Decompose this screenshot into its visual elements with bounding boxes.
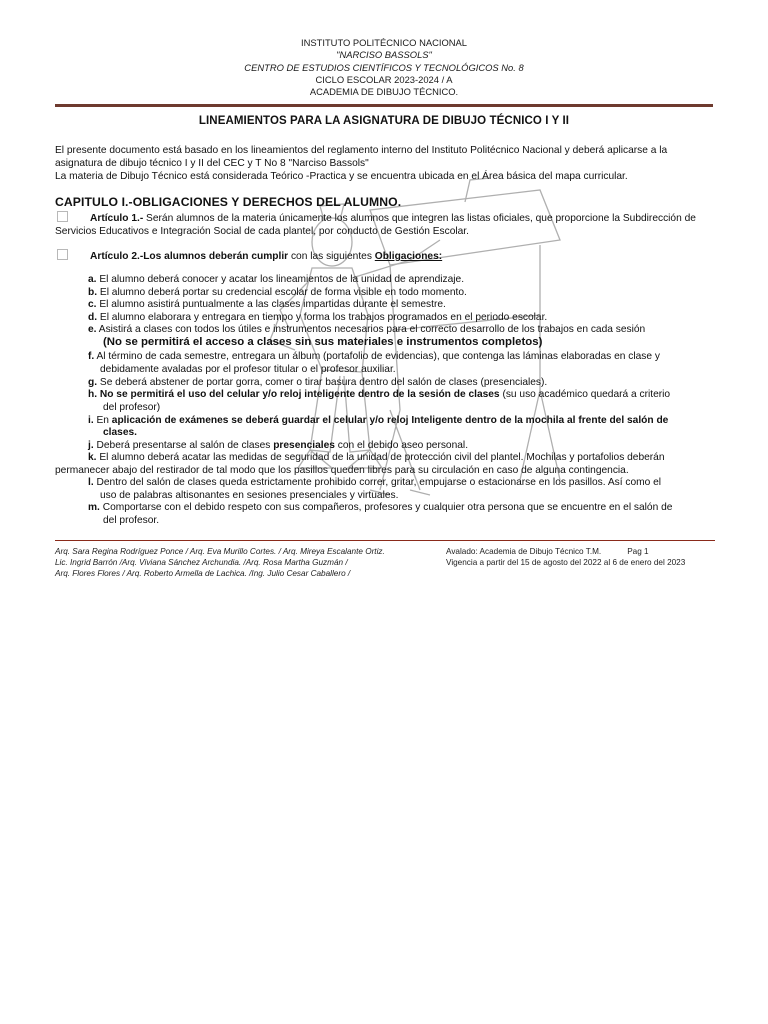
list-item-m: m. Comportarse con el debido respeto con sus compañeros, profesores y cualquier otra persona que se encuentre en el salón de del profesor. [88, 502, 673, 526]
institution-header [0, 37, 768, 98]
footer-validity: Vigencia a partir del 15 de agosto del 2022 al 6 de enero del 2023 [446, 558, 686, 568]
list-item-d: d. El alumno elaborara y entregara en tiempo y forma los trabajos programados en el periodo escolar. [88, 311, 548, 323]
header-line-3: CENTRO DE ESTUDIOS CIENTÍFICOS Y TECNOLÓGICOS No. 8 [244, 61, 524, 73]
list-item-c: c. El alumno asistirá puntualmente a las clases impartidas durante el semestre. [88, 299, 446, 310]
list-item-f: f. Al término de cada semestre, entregara un álbum (portafolio de evidencias), que contenga las láminas elaboradas en clase y debidamente avaladas por el profesor titular o el profesor auxiliar. [88, 351, 660, 375]
list-item-j: j. Deberá presentarse al salón de clases presenciales con el debido aseo personal. [88, 439, 469, 451]
document-title: LINEAMIENTOS PARA LA ASIGNATURA DE DIBUJO TÉCNICO I Y II [198, 115, 570, 127]
article-1 [55, 211, 715, 238]
header-line-4: CICLO ESCOLAR 2023-2024 / A [315, 73, 453, 85]
footer-endorsement: Avalado: Academia de Dibujo Técnico T.M. [446, 547, 602, 556]
footer-authors: Arq. Sara Regina Rodríguez Ponce / Arq. Eva Murillo Cortes. / Arq. Mireya Escalante Ortiz. Lic. Ingrid Barrón /Arq. Viviana Sánchez Archundia. /Arq. Rosa Martha Guzmán / Arq. Flores Flores / Arq. Roberto Armella de Lachica. /Ing. Julio Cesar Caballero / [55, 547, 385, 579]
intro-paragraph-1: El presente documento está basado en los lineamientos del reglamento interno del Instituto Politécnico Nacional y deberá aplicarse a la asignatura de dibujo técnico I y II del CEC y T No 8 "Narciso Bassols" [55, 145, 668, 169]
intro-paragraph-2: La materia de Dibujo Técnico está considerada Teórico -Practica y se encuentra ubicada en el Área básica del mapa curricular. [55, 170, 628, 182]
header-line-5: ACADEMIA DE DIBUJO TÉCNICO. [309, 86, 459, 98]
article-2 [55, 249, 715, 264]
list-item-h: h. No se permitirá el uso del celular y/o reloj inteligente dentro de la sesión de clases (su uso académico quedará a criterio del profesor) [88, 389, 671, 413]
article-2-label: Artículo 2.-Los alumnos deberán cumplir [90, 251, 289, 262]
obligations-label: Obligaciones: [374, 251, 443, 262]
article-1-text: Serán alumnos de la materia únicamente los alumnos que integren las listas oficiales, que proporcione la Subdirección de Servicios Educativos e Integración Social de cada plantel, por conducto de Gestión Escolar. [55, 213, 696, 237]
header-line-2: "NARCISO BASSOLS" [336, 49, 432, 61]
list-item-e: e. Asistirá a clases con todos los útiles e instrumentos necesarios para el correcto desarrollo de los trabajos en cada sesión [88, 324, 646, 335]
article-2-mid: con las siguientes [288, 251, 375, 262]
footer-validation [446, 546, 726, 568]
page-number: Pag 1 [627, 547, 649, 556]
list-item-l: l. Dentro del salón de clases queda estrictamente prohibido correr, gritar, empujarse o estacionarse en los pasillos. Así como el uso de palabras altisonantes en sesiones presenciales y virtuales. [88, 477, 662, 501]
list-item-e-note: (No se permitirá el acceso a clases sin sus materiales e instrumentos completos) [103, 336, 543, 348]
checkbox-icon [57, 211, 68, 222]
list-item-b: b. El alumno deberá portar su credencial escolar de forma visible en todo momento. [88, 286, 467, 298]
list-item-k: k. El alumno deberá acatar las medidas de seguridad de la unidad de protección civil del plantel. Mochilas y portafolios deberán permanecer abajo del restirador de tal modo que los pasillos queden libres para su circulación en caso de alguna contingencia. [55, 452, 665, 476]
header-divider [55, 104, 713, 107]
checkbox-icon [57, 249, 68, 260]
footer-divider [55, 540, 715, 541]
list-item-g: g. Se deberá abstener de portar gorra, comer o tirar basura dentro del salón de clases (presenciales). [88, 376, 548, 388]
list-item-a: a. El alumno deberá conocer y acatar los lineamientos de la unidad de aprendizaje. [88, 274, 465, 285]
chapter-heading: CAPITULO I.-OBLIGACIONES Y DERECHOS DEL ALUMNO. [55, 195, 402, 209]
header-line-1: INSTITUTO POLITÉCNICO NACIONAL [301, 37, 467, 48]
list-item-i: i. En aplicación de exámenes se deberá guardar el celular y/o reloj Inteligente dentro de la mochila al frente del salón de clases. [88, 414, 669, 439]
article-1-label: Artículo 1.- [90, 213, 144, 224]
